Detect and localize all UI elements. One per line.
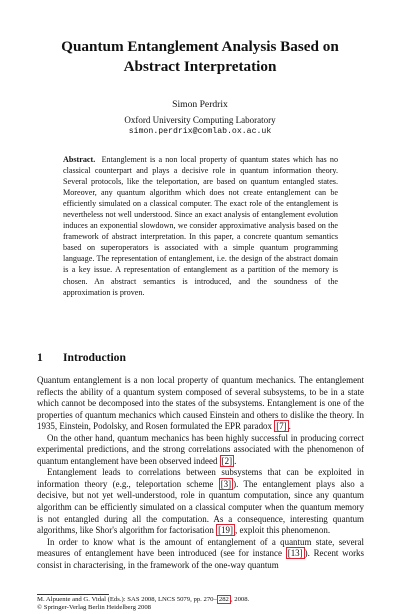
- paragraph-text: Entanglement leads to correlations between subsystems that can be exploited in information theory (e.g., teleportation scheme: [37, 467, 364, 489]
- citation-link-7[interactable]: [7]: [276, 421, 287, 432]
- author-email[interactable]: simon.perdrix@comlab.ox.ac.uk: [128, 127, 272, 136]
- body-paragraph-4: [37, 537, 364, 572]
- paper-title-line-1: Quantum Entanglement Analysis Based on: [61, 38, 339, 55]
- body-paragraph-2: [37, 433, 364, 468]
- abstract-block: [63, 154, 338, 298]
- abstract-label: Abstract.: [63, 155, 96, 164]
- paragraph-text: On the other hand, quantum mechanics has been highly successful in producing correct experimental predictions, and the strong correlations associated with the phenomenon of quantum entanglement have been observed indeed: [37, 432, 364, 466]
- footer-citation: [37, 596, 249, 604]
- footer-citation-text: , 2008.: [230, 596, 250, 603]
- section-heading: [37, 351, 126, 364]
- page-range-link[interactable]: 282: [218, 596, 229, 603]
- section-title: Introduction: [63, 351, 126, 364]
- paragraph-text: .: [288, 421, 291, 432]
- author-name: Simon Perdrix: [172, 99, 228, 110]
- paper-title-line-2: Abstract Interpretation: [123, 58, 277, 75]
- body-paragraph-3: [37, 467, 364, 536]
- author-affiliation: Oxford University Computing Laboratory: [124, 115, 276, 125]
- footer-copyright: © Springer-Verlag Berlin Heidelberg 2008: [37, 604, 152, 611]
- body-paragraph-1: [37, 375, 364, 433]
- citation-link-13[interactable]: [13]: [287, 548, 303, 559]
- citation-link-3[interactable]: [3]: [220, 478, 232, 489]
- paragraph-text: Quantum entanglement is a non local property of quantum mechanics. The entanglement reflects the ability of a quantum system composed of several subsystems, to be in a state which cannot be decomposed into the states of the subsystems. Entanglement is one of the properties of quantum mechanics which caused Einstein and others to dislike the theory. In 1935, Einstein, Podolsky, and Rosen formulated the EPR paradox: [37, 375, 364, 432]
- abstract-text: Entanglement is a non local property of quantum states which has no classical counterpart and plays a decisive role in quantum information theory. Several protocols, like the teleportation, are based on quantum entangled states. Moreover, any quantum algorithm which does not create entanglement can be efficiently simulated on a classical computer. The exact role of the entanglement is nevertheless not well understood. Since an exact analysis of entanglement evolution induces an exponential slowdown, we consider approximative analysis based on the framework of abstract interpretation. In this paper, a concrete quantum semantics based on superoperators is associated with a simple quantum programming language. The representation of entanglement, i.e. the design of the abstract domain is a key issue. A representation of entanglement as a partition of the memory is chosen. An abstract semantics is introduced, and the soundness of the approximation is proven.: [63, 155, 339, 297]
- footer-divider: [37, 594, 109, 595]
- footer-citation-text: M. Alpuente and G. Vidal (Eds.): SAS 2008, LNCS 5079, pp. 270–: [37, 596, 217, 603]
- citation-link-19[interactable]: [19]: [218, 525, 233, 536]
- paragraph-text: ). Recent works consist in characterising, in the framework of the one-way quantum: [37, 548, 364, 570]
- paragraph-text: ). The entanglement plays also a decisive, but not yet well-understood, role in quantum computation, since any quantum algorithm can be efficiently simulated on a classical computer when the quantum memory is not entangled during all the computation. As a consequence, interesting quantum algorithms, like Shor's algorithm for factorisation: [37, 478, 364, 536]
- section-body: [37, 375, 364, 571]
- paragraph-text: In order to know what is the amount of entanglement of a quantum state, several measures of entanglement have been introduced (see for instance: [37, 536, 364, 559]
- section-number: 1: [37, 351, 43, 364]
- paragraph-text: , exploit this phenomenon.: [234, 525, 331, 536]
- paragraph-text: .: [234, 455, 237, 466]
- abstract-paragraph: [63, 154, 338, 298]
- citation-link-2[interactable]: [2]: [221, 455, 233, 466]
